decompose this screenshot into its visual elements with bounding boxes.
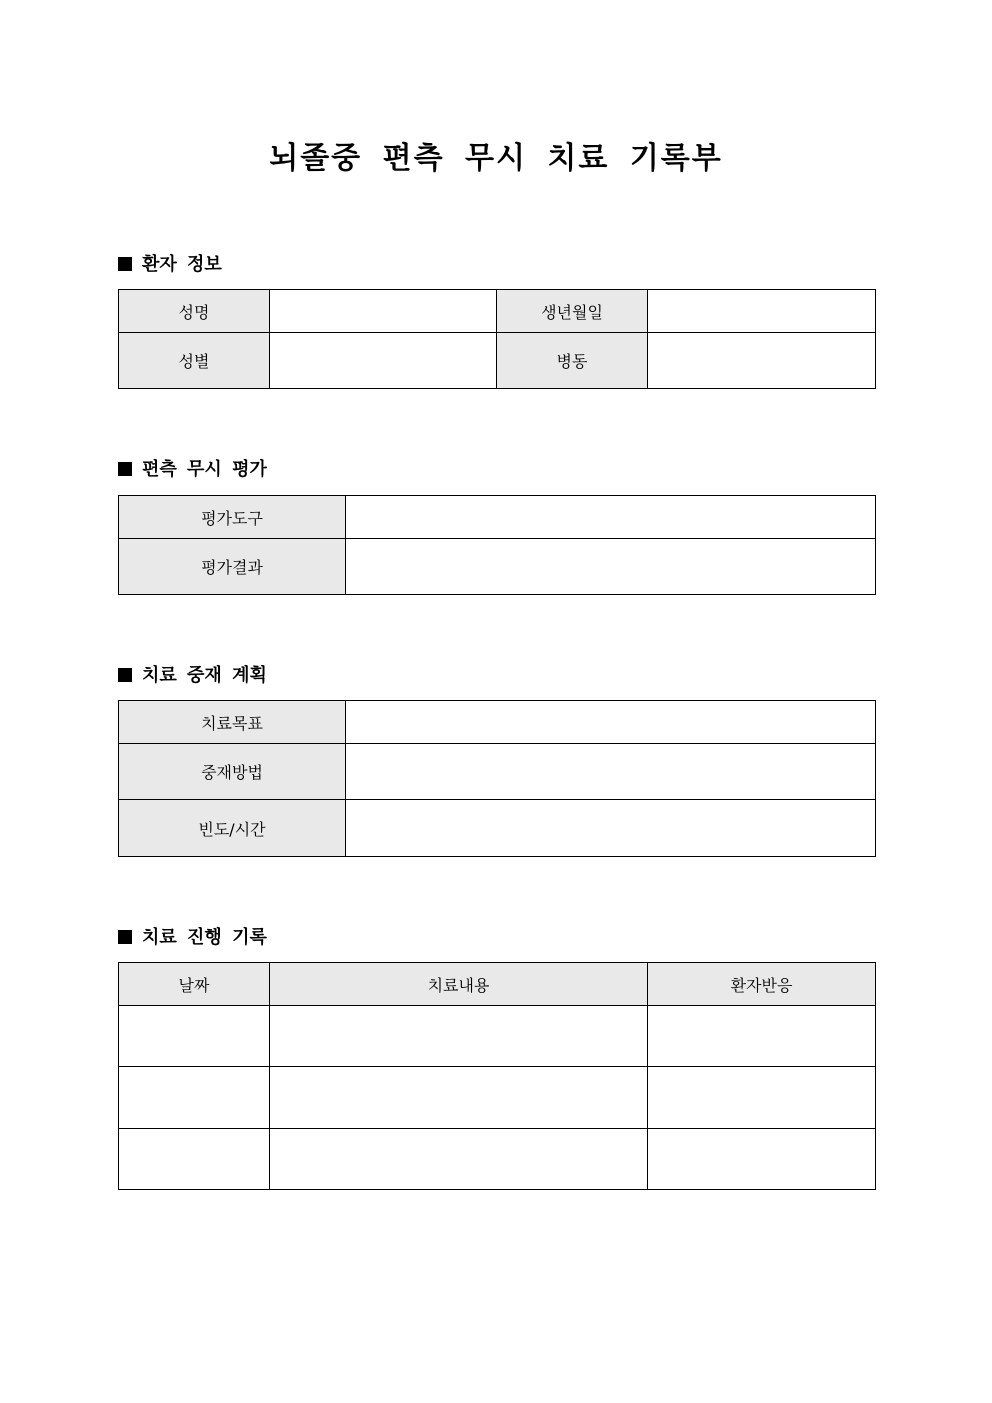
date-cell[interactable] — [119, 1067, 270, 1129]
treatment-content-cell[interactable] — [270, 1129, 648, 1190]
section-heading-text: 치료 중재 계획 — [142, 665, 267, 686]
label-assessment-tool: 평가도구 — [119, 496, 346, 539]
assessment-result-field[interactable] — [346, 539, 876, 595]
intervention-plan-table — [118, 700, 876, 857]
document-title: 뇌졸중 편측 무시 치료 기록부 — [269, 141, 723, 176]
section-heading-text: 환자 정보 — [142, 254, 222, 275]
column-header-date: 날짜 — [119, 963, 270, 1006]
label-ward: 병동 — [497, 333, 648, 389]
neglect-assessment-table — [118, 495, 876, 595]
table-row — [119, 290, 876, 333]
section-heading-progress-record — [118, 926, 267, 950]
name-field[interactable] — [270, 290, 497, 333]
intervention-method-field[interactable] — [346, 744, 876, 800]
label-treatment-goal: 치료목표 — [119, 701, 346, 744]
treatment-content-cell[interactable] — [270, 1067, 648, 1129]
section-heading-neglect-assessment — [118, 458, 267, 482]
column-header-treatment-content: 치료내용 — [270, 963, 648, 1006]
table-row — [119, 744, 876, 800]
ward-field[interactable] — [648, 333, 876, 389]
label-intervention-method: 중재방법 — [119, 744, 346, 800]
patient-response-cell[interactable] — [648, 1006, 876, 1067]
section-heading-text: 편측 무시 평가 — [142, 459, 267, 480]
table-row — [119, 800, 876, 857]
table-row — [119, 496, 876, 539]
frequency-time-field[interactable] — [346, 800, 876, 857]
table-header-row — [119, 963, 876, 1006]
treatment-goal-field[interactable] — [346, 701, 876, 744]
label-assessment-result: 평가결과 — [119, 539, 346, 595]
progress-record-table — [118, 962, 876, 1190]
table-row — [119, 1129, 876, 1190]
column-header-patient-response: 환자반응 — [648, 963, 876, 1006]
square-bullet-icon — [118, 930, 132, 944]
section-heading-text: 치료 진행 기록 — [142, 927, 267, 948]
label-frequency-time: 빈도/시간 — [119, 800, 346, 857]
patient-info-table — [118, 289, 876, 389]
table-row — [119, 701, 876, 744]
square-bullet-icon — [118, 257, 132, 271]
square-bullet-icon — [118, 668, 132, 682]
label-sex: 성별 — [119, 333, 270, 389]
table-row — [119, 1067, 876, 1129]
table-row — [119, 1006, 876, 1067]
square-bullet-icon — [118, 462, 132, 476]
patient-response-cell[interactable] — [648, 1129, 876, 1190]
section-heading-intervention-plan — [118, 664, 267, 688]
table-row — [119, 333, 876, 389]
label-birthdate: 생년월일 — [497, 290, 648, 333]
label-name: 성명 — [119, 290, 270, 333]
assessment-tool-field[interactable] — [346, 496, 876, 539]
treatment-content-cell[interactable] — [270, 1006, 648, 1067]
patient-response-cell[interactable] — [648, 1067, 876, 1129]
section-heading-patient-info — [118, 253, 222, 277]
sex-field[interactable] — [270, 333, 497, 389]
birthdate-field[interactable] — [648, 290, 876, 333]
date-cell[interactable] — [119, 1129, 270, 1190]
date-cell[interactable] — [119, 1006, 270, 1067]
table-row — [119, 539, 876, 595]
